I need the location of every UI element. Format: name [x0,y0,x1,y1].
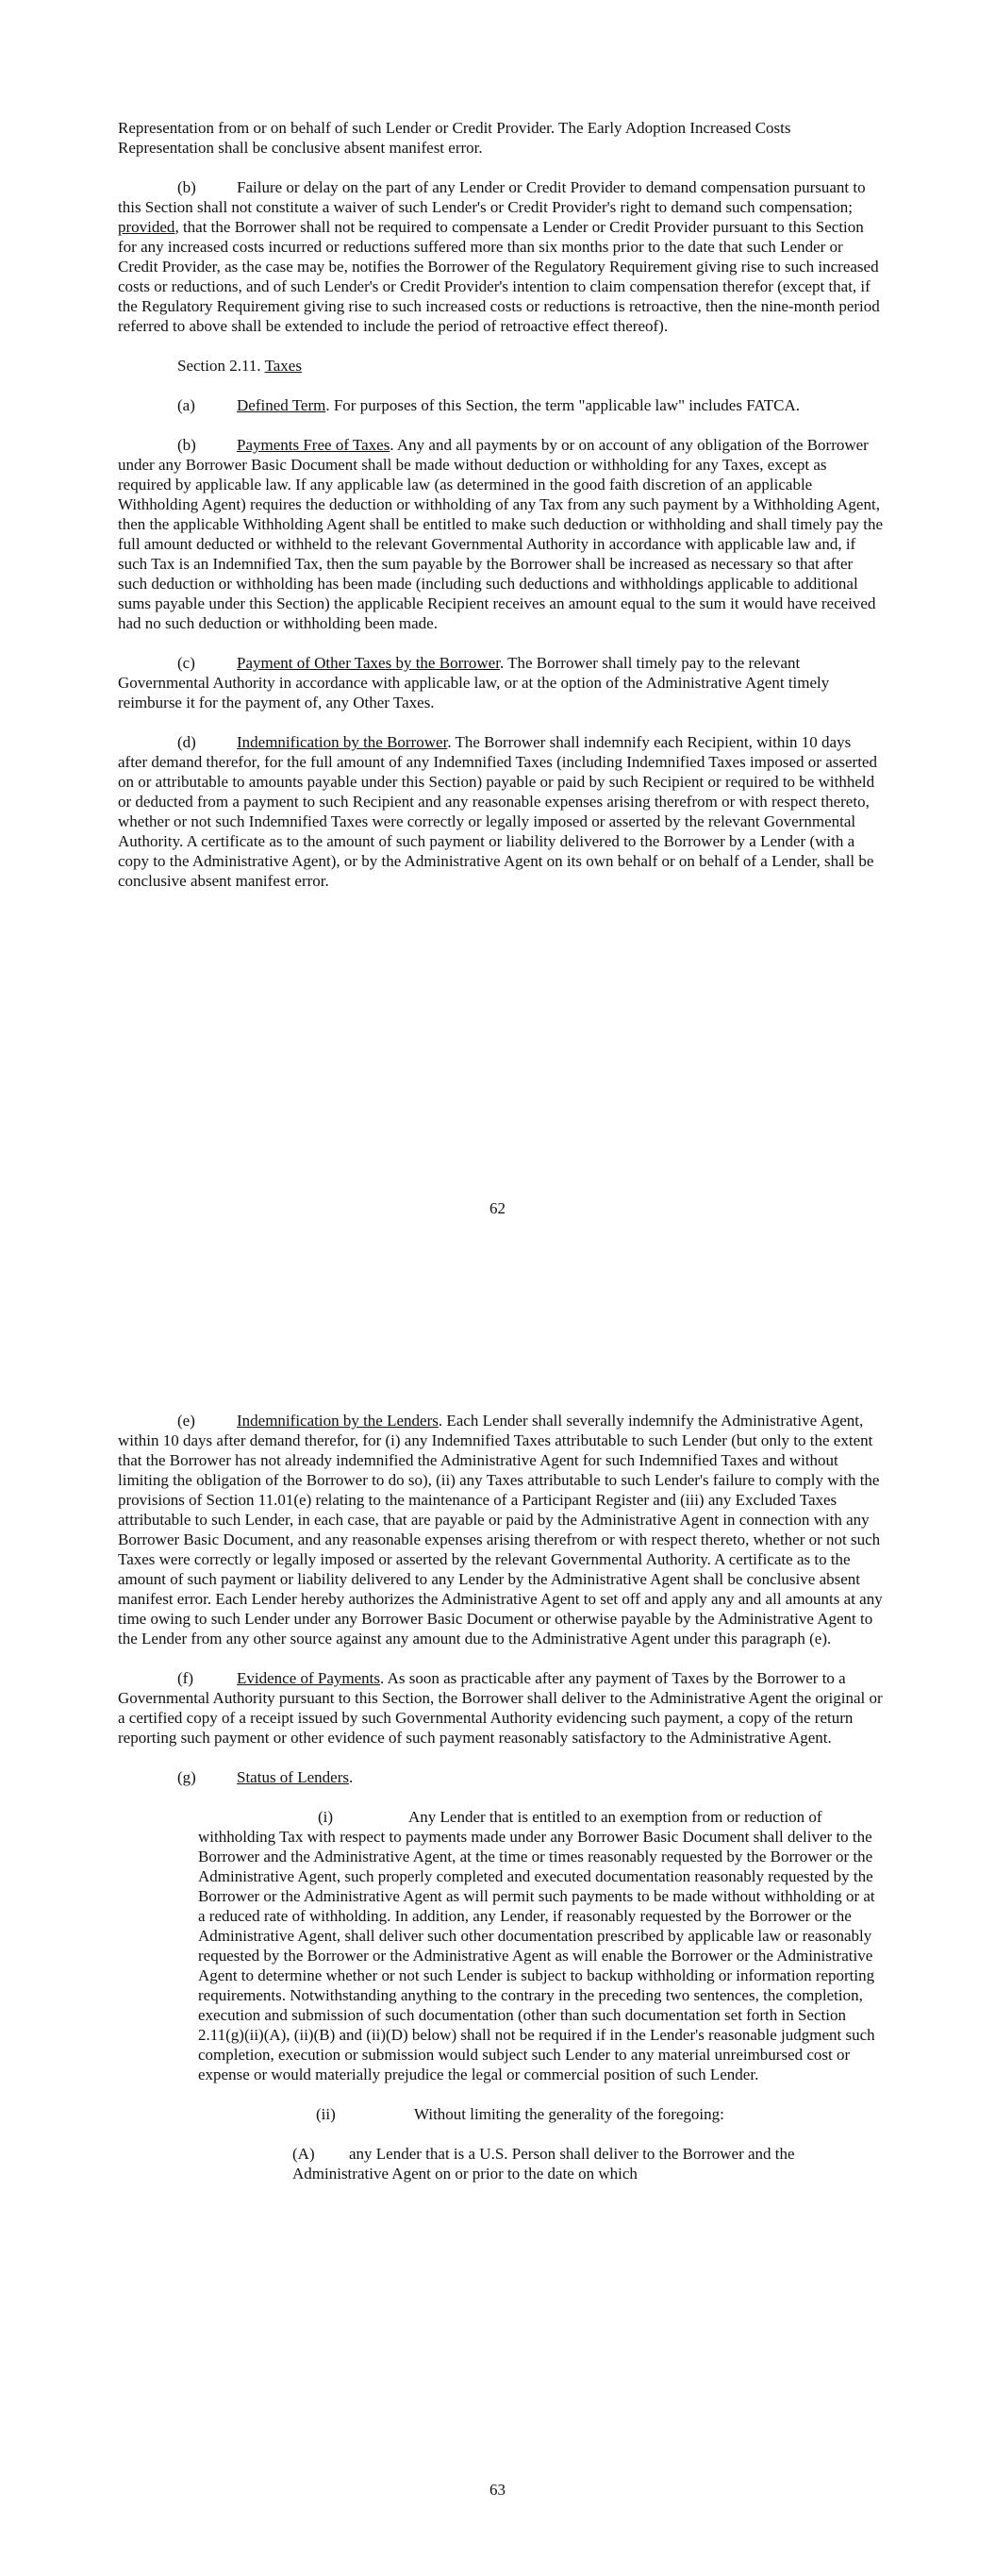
clause-heading: Evidence of Payments [237,1669,381,1687]
clause-heading: Status of Lenders [237,1768,349,1786]
clause-label: (d) [177,733,196,751]
underlined-term: provided [118,218,175,236]
clause-text: . The Borrower shall timely pay to the relevant Governmental Authority in accordance with applicable law, or at the option of the Administrative Agent timely reimburse it for the payment of, any Other Taxes. [118,654,830,711]
section-number: Section 2.11. [177,357,265,375]
page-number: 62 [489,1199,506,1217]
clause-text: , that the Borrower shall not be required to compensate a Lender or Credit Provider pursuant to this Section for any increased costs incurred or reductions suffered more than six months prior to the date that such Lender or Credit Provider, as the case may be, notifies the Borrower of the Regulatory Requirement giving rise to such increased costs or reductions, and of such Lender's or Credit Provider's intention to claim compensation therefor (except that, if the Regulatory Requirement giving rise to such increased costs or reductions is retroactive, then the nine-month period referred to above shall be extended to include the period of retroactive effect thereof). [118,218,880,335]
section-heading [118,356,884,376]
clause-text: . For purposes of this Section, the term "applicable law" includes FATCA. [325,396,801,414]
subparagraph-A [292,2144,884,2183]
paragraph-b-failure-delay [118,177,884,336]
subparagraph-ii [118,2104,884,2124]
clause-text: . Any and all payments by or on account of any obligation of the Borrower under any Borrower Basic Document shall be made without deduction or withholding for any Taxes, except as required by applicable law. If any applicable law (as determined in the good faith discretion of an applicable Withholding Agent) requires the deduction or withholding of any Tax from any such payment by a Withholding Agent, then the applicable Withholding Agent shall be entitled to make such deduction or withholding and shall timely pay the full amount deducted or withheld to the relevant Governmental Authority in accordance with applicable law and, if such Tax is an Indemnified Tax, then the sum payable by the Borrower shall be increased as necessary so that after such deduction or withholding has been made (including such deductions and withholdings applicable to additional sums payable under this Section) the applicable Recipient receives an amount equal to the sum it would have received had no such deduction or withholding been made. [118,436,884,632]
clause-text: . Each Lender shall severally indemnify the Administrative Agent, within 10 days after demand therefor, for (i) any Indemnified Taxes attributable to such Lender (but only to the extent that the Borrower has not already indemnified the Administrative Agent for such Indemnified Taxes and without limiting the obligation of the Borrower to do so), (ii) any Taxes attributable to such Lender's failure to comply with the provisions of Section 11.01(e) relating to the maintenance of a Participant Register and (iii) any Excluded Taxes attributable to such Lender, in each case, that are payable or paid by the Administrative Agent in connection with any Borrower Basic Document, and any reasonable expenses arising therefrom or with respect thereto, whether or not such Taxes were correctly or legally imposed or asserted by the relevant Governmental Authority. A certificate as to the amount of such payment or liability delivered to any Lender by the Administrative Agent shall be conclusive absent manifest error. Each Lender hereby authorizes the Administrative Agent to set off and apply any and all amounts at any time owing to such Lender under any Borrower Basic Document or otherwise payable by the Administrative Agent to the Lender from any other source against any amount due to the Administrative Agent under this paragraph (e). [118,1412,883,1648]
clause-text: . As soon as practicable after any payment of Taxes by the Borrower to a Governmental Authority pursuant to this Section, the Borrower shall deliver to the Administrative Agent the original or a certified copy of a receipt issued by such Governmental Authority evidencing such payment, a copy of the return reporting such payment or other evidence of such payment reasonably satisfactory to the Administrative Agent. [118,1669,883,1747]
clause-label: (f) [177,1669,193,1687]
clause-label: (e) [177,1412,195,1430]
clause-text: any Lender that is a U.S. Person shall deliver to the Borrower and the Administrative Agent on or prior to the date on which [292,2145,795,2183]
clause-text: . The Borrower shall indemnify each Recipient, within 10 days after demand therefor, for the full amount of any Indemnified Taxes (including Indemnified Taxes imposed or asserted on or attributable to amounts payable under this Section) payable or paid by such Recipient or required to be withheld or deducted from a payment to such Recipient and any reasonable expenses arising therefrom or with respect thereto, whether or not such Indemnified Taxes were correctly or legally imposed or asserted by the relevant Governmental Authority. A certificate as to the amount of such payment or liability delivered to the Borrower by a Lender (with a copy to the Administrative Agent), or by the Administrative Agent on its own behalf or on behalf of a Lender, shall be conclusive absent manifest error. [118,733,877,890]
clause-text: . [348,1768,354,1786]
clause-label: (i) [318,1808,334,1826]
page-body [118,1411,884,2203]
paragraph-b-payments-free-of-taxes [118,435,884,633]
page-number: 63 [489,2481,506,2499]
clause-label: (b) [177,178,196,196]
page-body [118,118,884,911]
clause-heading: Defined Term [237,396,326,414]
clause-label: (c) [177,654,195,672]
clause-text: Without limiting the generality of the foregoing: [414,2105,724,2123]
clause-label: (A) [292,2145,315,2163]
paragraph-e-indemnification-lenders [118,1411,884,1648]
clause-text: Any Lender that is entitled to an exemption from or reduction of withholding Tax with respect to payments made under any Borrower Basic Document shall deliver to the Borrower and the Administrative Agent, at the time or times reasonably requested by the Borrower or the Administrative Agent, such properly completed and executed documentation reasonably requested by the Borrower or the Administrative Agent as will permit such payments to be made without withholding or at a reduced rate of withholding. In addition, any Lender, if reasonably requested by the Borrower or the Administrative Agent, shall deliver such other documentation prescribed by applicable law or reasonably requested by the Borrower or the Administrative Agent as will enable the Borrower or the Administrative Agent to determine whether or not such Lender is subject to backup withholding or information reporting requirements. Notwithstanding anything to the contrary in the preceding two sentences, the completion, execution and submission of such documentation (other than such documentation set forth in Section 2.11(g)(ii)(A), (ii)(B) and (ii)(D) below) shall not be required if in the Lender's reasonable judgment such completion, execution or submission would subject such Lender to any material unreimbursed cost or expense or would materially prejudice the legal or commercial position of such Lender. [198,1808,875,2083]
clause-label: (g) [177,1768,196,1786]
clause-heading: Payment of Other Taxes by the Borrower [237,654,500,672]
paragraph-a-defined-term [118,395,884,415]
clause-heading: Payments Free of Taxes [237,436,390,454]
clause-heading: Indemnification by the Borrower [237,733,448,751]
clause-label: (b) [177,436,196,454]
paragraph-c-other-taxes [118,653,884,712]
paragraph-continuation: Representation from or on behalf of such Lender or Credit Provider. The Early Adoption Increased Costs Representation shall be conclusive absent manifest error. [118,119,791,157]
paragraph-g-status-of-lenders [118,1767,884,1787]
paragraph-d-indemnification-borrower [118,732,884,891]
section-title: Taxes [264,357,302,375]
clause-heading: Indemnification by the Lenders [237,1412,439,1430]
clause-label: (a) [177,396,195,414]
paragraph-f-evidence-of-payments [118,1668,884,1748]
clause-label: (ii) [316,2105,336,2123]
clause-text: Failure or delay on the part of any Lender or Credit Provider to demand compensation pursuant to this Section shall not constitute a waiver of such Lender's or Credit Provider's right to demand such compensation; [118,178,866,216]
subparagraph-i [198,1807,884,2084]
page-63 [0,1293,995,2576]
